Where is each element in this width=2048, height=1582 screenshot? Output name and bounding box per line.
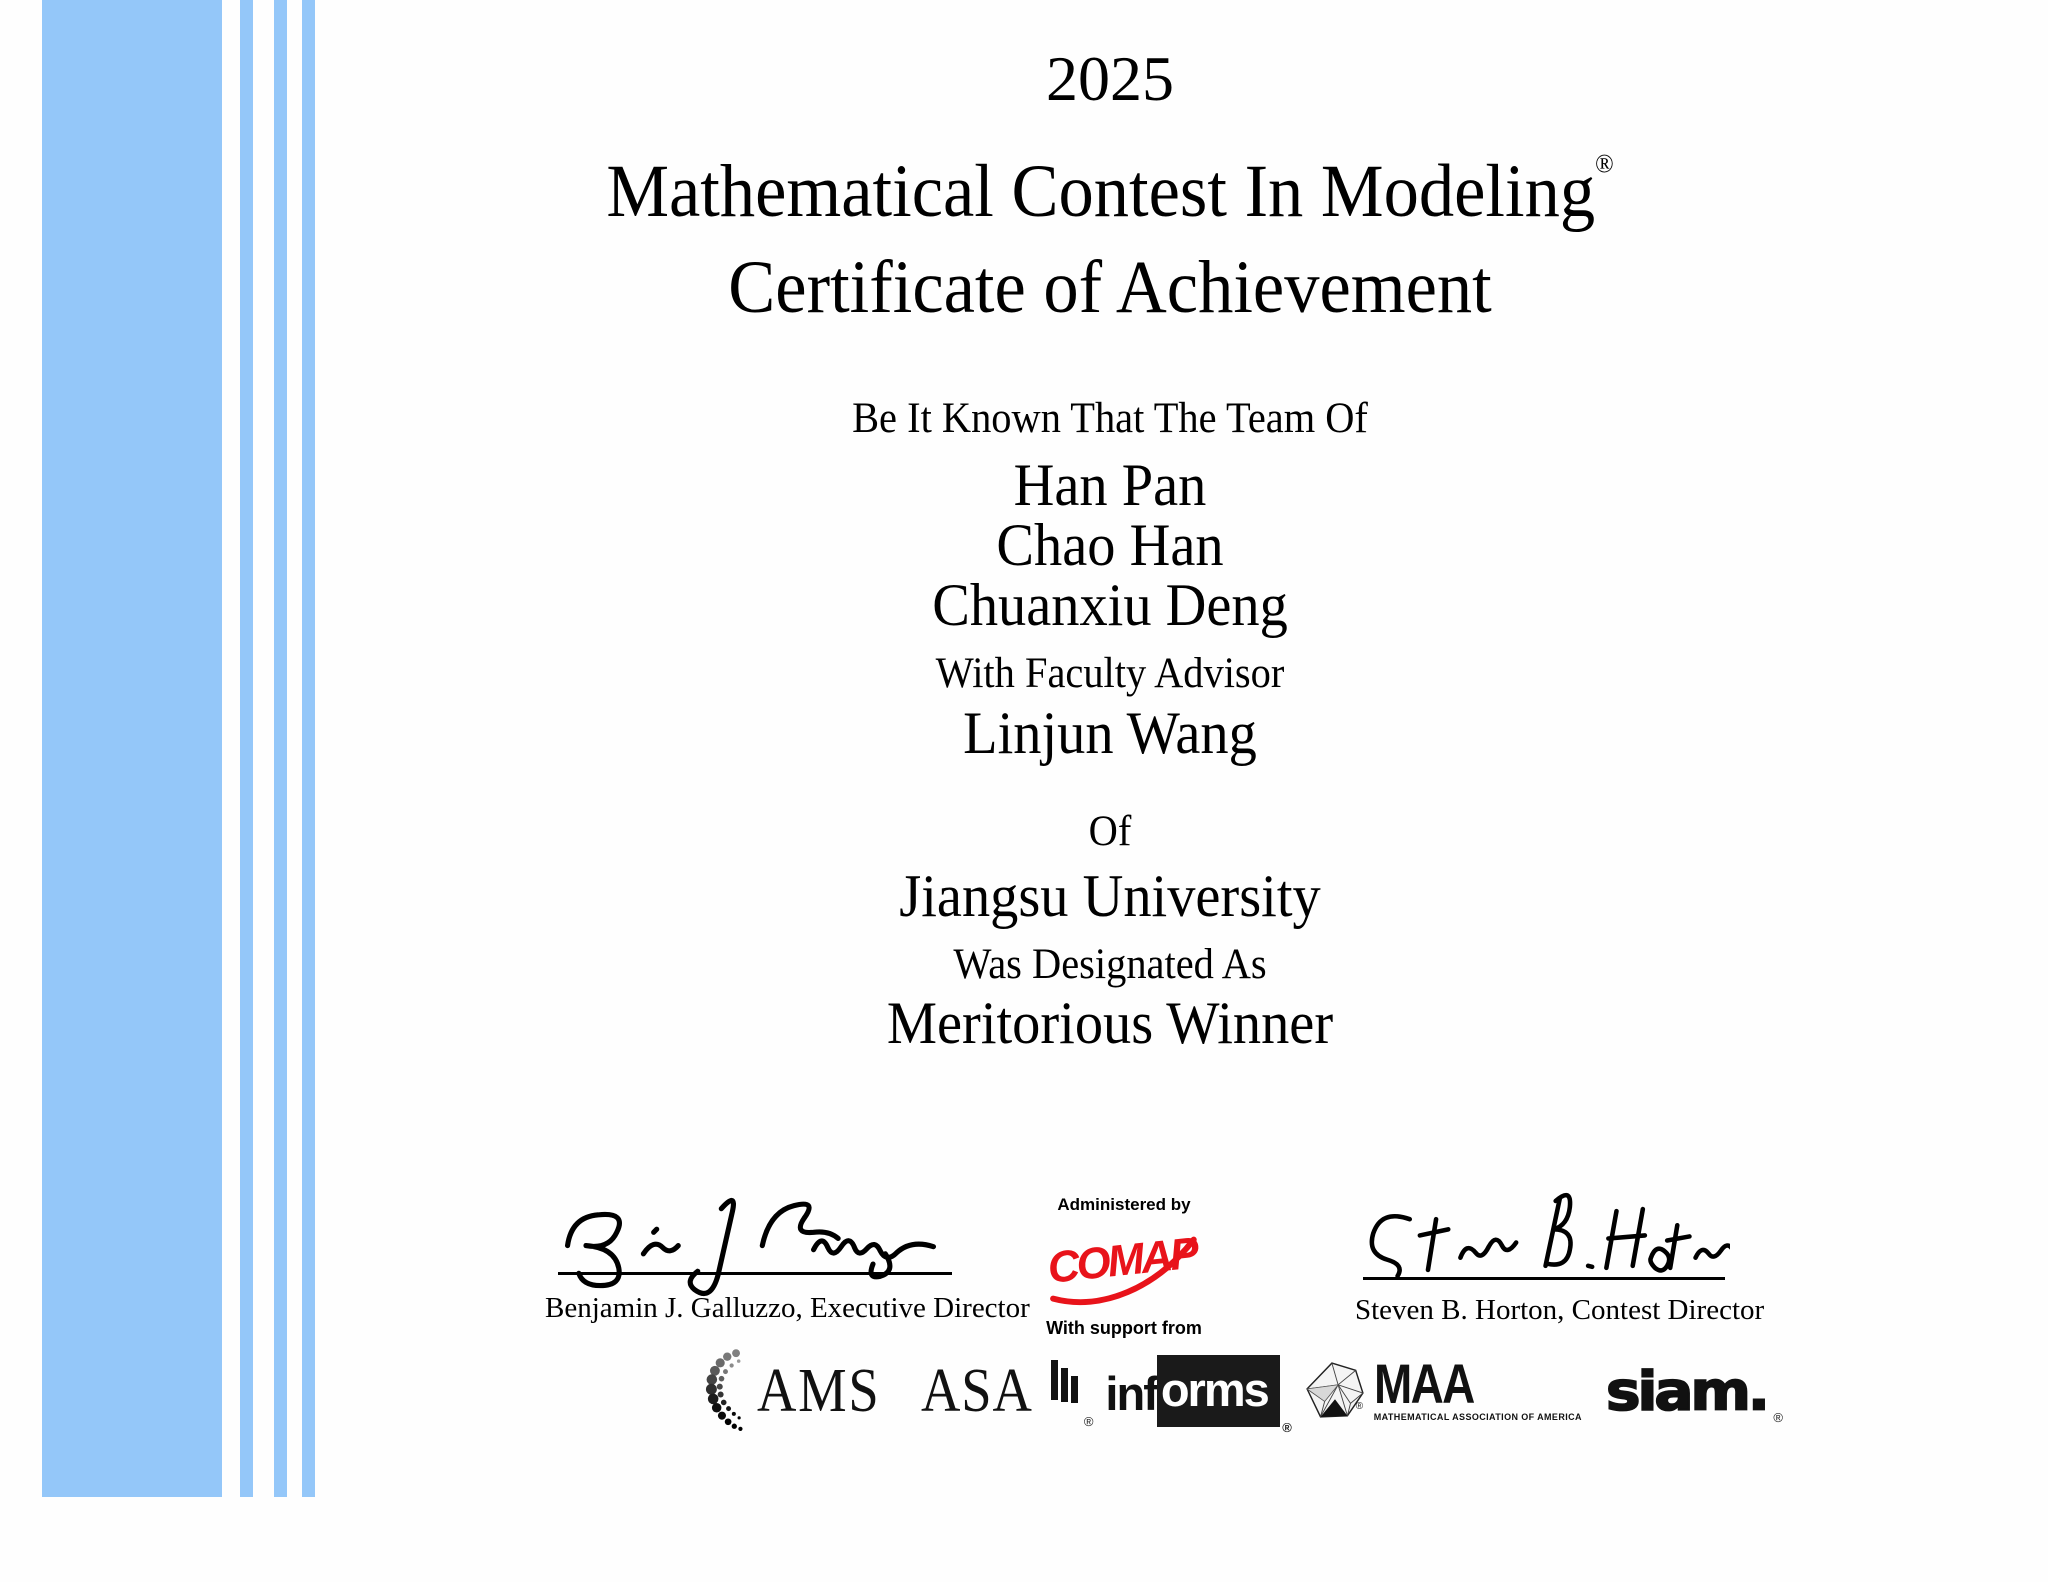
informs-registered-mark: ® [1282, 1420, 1292, 1435]
left-stripe-thin-1 [240, 0, 253, 1497]
certificate-subtitle: Certificate of Achievement [728, 246, 1492, 329]
team-member-3: Chuanxiu Deng [932, 572, 1288, 638]
of-label: Of [1088, 808, 1132, 855]
ams-logo [705, 1347, 897, 1435]
maa-subtitle: MATHEMATICAL ASSOCIATION OF AMERICA [1373, 1411, 1582, 1422]
designation-value: Meritorious Winner [886, 990, 1334, 1056]
advisor-name: Linjun Wang [963, 700, 1257, 766]
siam-registered-mark: ® [1773, 1410, 1783, 1425]
administration-block [1020, 1196, 1228, 1337]
maa-wordmark: MAA [1373, 1352, 1474, 1416]
comap-logo [1042, 1221, 1206, 1309]
contest-director-caption: Steven B. Horton, Contest Director [1355, 1294, 1765, 1326]
galluzzo-signature-icon [545, 1182, 955, 1300]
informs-logo [1105, 1355, 1292, 1435]
certificate-title [363, 149, 1858, 233]
informs-wordmark-prefix: inf [1105, 1366, 1157, 1420]
team-member-1: Han Pan [1013, 452, 1207, 518]
asa-wordmark: ASA [921, 1356, 1034, 1425]
ams-dots-icon [705, 1347, 753, 1435]
siam-wordmark: siam. [1605, 1359, 1767, 1423]
left-stripe-wide [42, 0, 222, 1497]
team-member-2: Chao Han [996, 512, 1224, 578]
sponsor-logos-row [705, 1352, 1783, 1435]
maa-logo [1304, 1352, 1582, 1422]
asa-logo [921, 1356, 1094, 1429]
certificate-year: 2025 [1046, 43, 1174, 114]
institution-name: Jiangsu University [899, 863, 1321, 929]
administered-by-label: Administered by [1057, 1195, 1191, 1214]
left-stripe-thin-3 [302, 0, 315, 1497]
signature-line [1363, 1277, 1725, 1280]
designation-label: Was Designated As [953, 941, 1267, 988]
certificate-title-text: Mathematical Contest In Modeling [606, 150, 1596, 233]
executive-director-caption: Benjamin J. Galluzzo, Executive Director [545, 1292, 1030, 1324]
horton-signature-icon [1355, 1182, 1730, 1300]
left-stripe-thin-2 [274, 0, 287, 1497]
ams-wordmark: AMS [757, 1356, 881, 1425]
maa-text-column [1373, 1352, 1582, 1422]
maa-registered-mark: ® [1355, 1400, 1364, 1412]
contest-director-signature-block [1355, 1182, 1765, 1332]
advisor-label: With Faculty Advisor [935, 650, 1285, 697]
informs-wordmark-boxed: orms [1157, 1355, 1280, 1427]
comap-logo-text: COMAP [1045, 1228, 1199, 1293]
asa-registered-mark: ® [1083, 1413, 1094, 1429]
executive-director-signature-block [545, 1182, 1030, 1332]
with-support-from-label: With support from [1046, 1318, 1202, 1338]
siam-logo [1605, 1357, 1783, 1425]
registered-trademark-mark: ® [1595, 149, 1614, 178]
intro-line: Be It Known That The Team Of [852, 395, 1368, 442]
signature-line [558, 1272, 952, 1275]
asa-bars-icon [1051, 1360, 1081, 1406]
